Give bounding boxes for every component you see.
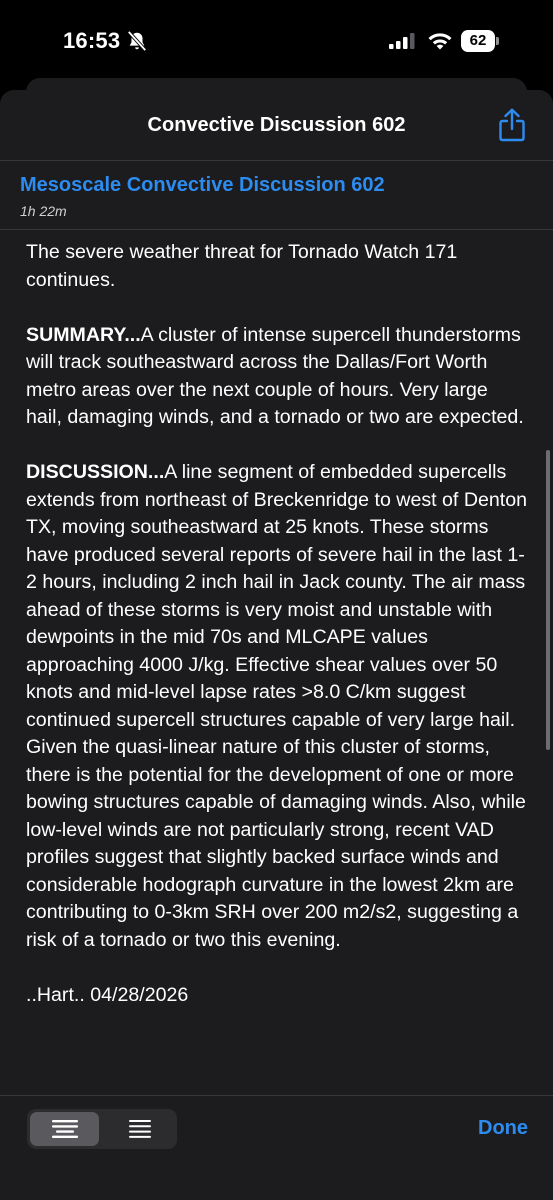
- share-icon[interactable]: [497, 108, 527, 142]
- summary-label: SUMMARY...: [26, 323, 141, 346]
- discussion-label: DISCUSSION...: [26, 461, 165, 483]
- discussion-paragraph: [26, 459, 527, 954]
- battery-tip: [496, 37, 499, 45]
- wifi-icon: [427, 31, 453, 51]
- discussion-header: [0, 161, 553, 230]
- discussion-body[interactable]: [0, 229, 553, 1096]
- formatted-text-icon: [52, 1120, 78, 1138]
- bottom-toolbar: [0, 1095, 553, 1200]
- battery-level: 62: [461, 30, 495, 52]
- intro-text: The severe weather threat for Tornado Watch 171 continues.: [26, 241, 458, 291]
- signature-paragraph: [26, 982, 527, 1010]
- intro-paragraph: [26, 239, 527, 294]
- bell-slash-icon: [126, 30, 148, 52]
- discussion-title[interactable]: Mesoscale Convective Discussion 602: [20, 174, 385, 196]
- plain-view-button[interactable]: [105, 1112, 174, 1146]
- summary-text: A cluster of intense supercell thunderstorms will track southeastward across the Dallas/Fort Worth metro areas over the next couple of hours. Very large hail, damaging winds, and a tornado or two are expected.: [26, 323, 524, 428]
- status-time: 16:53: [63, 28, 121, 53]
- cellular-signal-icon: [389, 33, 415, 49]
- battery-indicator: [461, 30, 498, 52]
- sheet-header: [0, 90, 553, 161]
- discussion-age: 1h 22m: [20, 203, 67, 219]
- formatted-view-button[interactable]: [30, 1112, 99, 1146]
- discussion-text: A line segment of embedded supercells extends from northeast of Breckenridge to west of Denton TX, moving southeastward at 25 knots. These storms have produced several reports of severe hail in the last 1-2 hours, including 2 inch hail in Jack county. The air mass ahead of these storms is very moist and unstable with dewpoints in the mid 70s and MLCAPE values approaching 4000 J/kg. Effective shear values over 50 knots and mid-level lapse rates >8.0 C/km suggest continued supercell structures capable of very large hail. Given the quasi-linear nature of this cluster of storms, there is the potential for the development of one or more bowing structures capable of damaging winds. Also, while low-level winds are not particularly strong, recent VAD profiles suggest that slightly backed surface winds and considerable hodograph curvature in the lowest 2km are contributing to 0-3km SRH over 200 m2/s2, suggesting a risk of a tornado or two this evening.: [26, 461, 527, 951]
- plain-text-icon: [127, 1120, 153, 1138]
- status-bar: [0, 0, 553, 80]
- scroll-indicator[interactable]: [546, 450, 550, 750]
- done-button[interactable]: Done: [478, 1117, 528, 1139]
- signature-text: ..Hart.. 04/28/2026: [26, 983, 189, 1006]
- discussion-sheet: [0, 90, 553, 1200]
- sheet-title: Convective Discussion 602: [147, 114, 406, 136]
- summary-paragraph: [26, 322, 527, 432]
- view-mode-segmented-control: [27, 1109, 177, 1149]
